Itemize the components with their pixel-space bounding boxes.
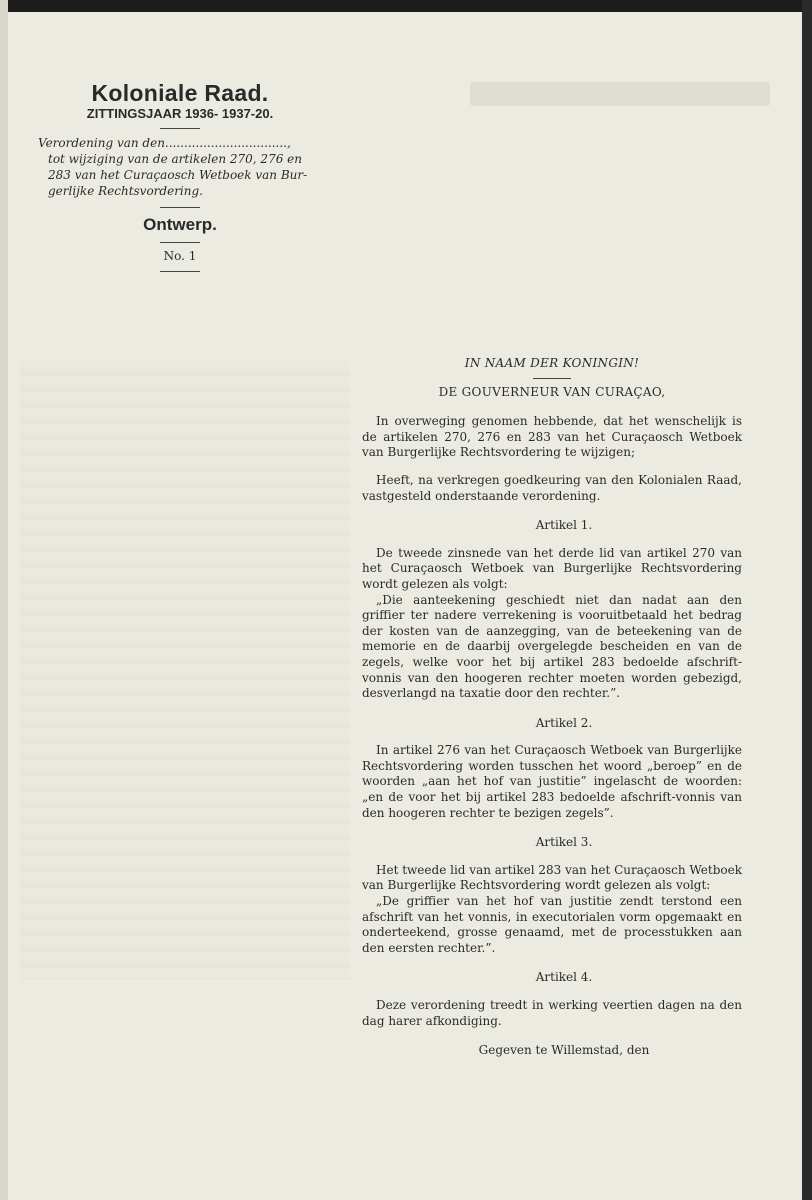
document-number: No. 1 [163,249,197,263]
issuer-line: DE GOUVERNEUR VAN CURAÇAO, [438,384,666,399]
session-year: ZITTINGSJAAR 1936- 1937-20. [86,106,274,121]
decree-heading: IN NAAM DER KONINGIN! [464,356,640,370]
scan-right-border [802,0,812,1200]
ordinance-title [30,135,330,199]
scan-top-border [0,0,812,12]
decree-body [362,356,742,1059]
article-heading: Artikel 3. [535,835,593,850]
ordinance-line: Verordening van den................................, [38,136,291,150]
ordinance-line: tot wijziging van de artikelen 270, 276 en [48,152,302,166]
ordinance-line: 283 van het Curaçaosch Wetboek van Bur- [48,168,308,182]
article-heading: Artikel 2. [535,715,593,730]
closing-line: Gegeven te Willemstad, den [478,1043,650,1058]
article-heading: Artikel 1. [535,518,593,533]
show-through-title [470,82,770,106]
header-divider [160,242,200,243]
show-through-block [20,360,350,980]
draft-label: Ontwerp. [143,215,217,234]
ordinance-line: gerlijke Rechtsvordering. [48,184,203,198]
article-text: In artikel 276 van het Curaçaosch Wetboek van Burgerlijke Rechtsvordering worden tusschen het woord „beroep” en de woorden „aan het hof van justitie” ingelascht de woorden: „en de voor het bij artikel 283 bedoelde afschrift-vonnis van den hoogeren rechter te bezigen zegels”. [362,743,742,820]
header-divider [160,128,200,129]
heading-divider [533,378,571,379]
council-title: Koloniale Raad. [91,80,269,106]
article-heading: Artikel 4. [535,970,593,985]
article-text: De tweede zinsnede van het derde lid van artikel 270 van het Curaçaosch Wetboek van Burgerlijke Rechtsvordering wordt gelezen als volgt: [362,545,742,591]
document-header [30,80,330,278]
enactment-paragraph: Heeft, na verkregen goedkeuring van den Kolonialen Raad, vastgesteld onderstaande verordening. [362,472,742,503]
scan-left-edge [0,0,8,1200]
article-quote: „De griffier van het hof van justitie zendt terstond een afschrift van het vonnis, in executorialen vorm opgemaakt en onderteekend, grosse genaamd, met de processtukken aan den eersten rechter.”. [362,894,742,955]
article-text: Deze verordening treedt in werking veertien dagen na den dag harer afkondiging. [362,998,742,1028]
header-divider [160,207,200,208]
article-quote: „Die aanteekening geschiedt niet dan nadat aan den griffier ter nadere verrekening is vooruitbetaald het bedrag der kosten van de aanzegging, van de beteekening van de memorie en de daarbij overgelegde bescheiden en van de zegels, welke voor het bij artikel 283 bedoelde afschrift-vonnis van den hoogeren rechter moeten worden gebezigd, desverlangd na taxatie door den rechter.”. [362,592,742,701]
article-text: Het tweede lid van artikel 283 van het Curaçaosch Wetboek van Burgerlijke Rechtsvordering wordt gelezen als volgt: [362,862,742,893]
considering-paragraph: In overweging genomen hebbende, dat het wenschelijk is de artikelen 270, 276 en 283 van het Curaçaosch Wetboek van Burgerlijke Rechtsvordering te wijzigen; [362,414,742,460]
header-divider [160,271,200,272]
